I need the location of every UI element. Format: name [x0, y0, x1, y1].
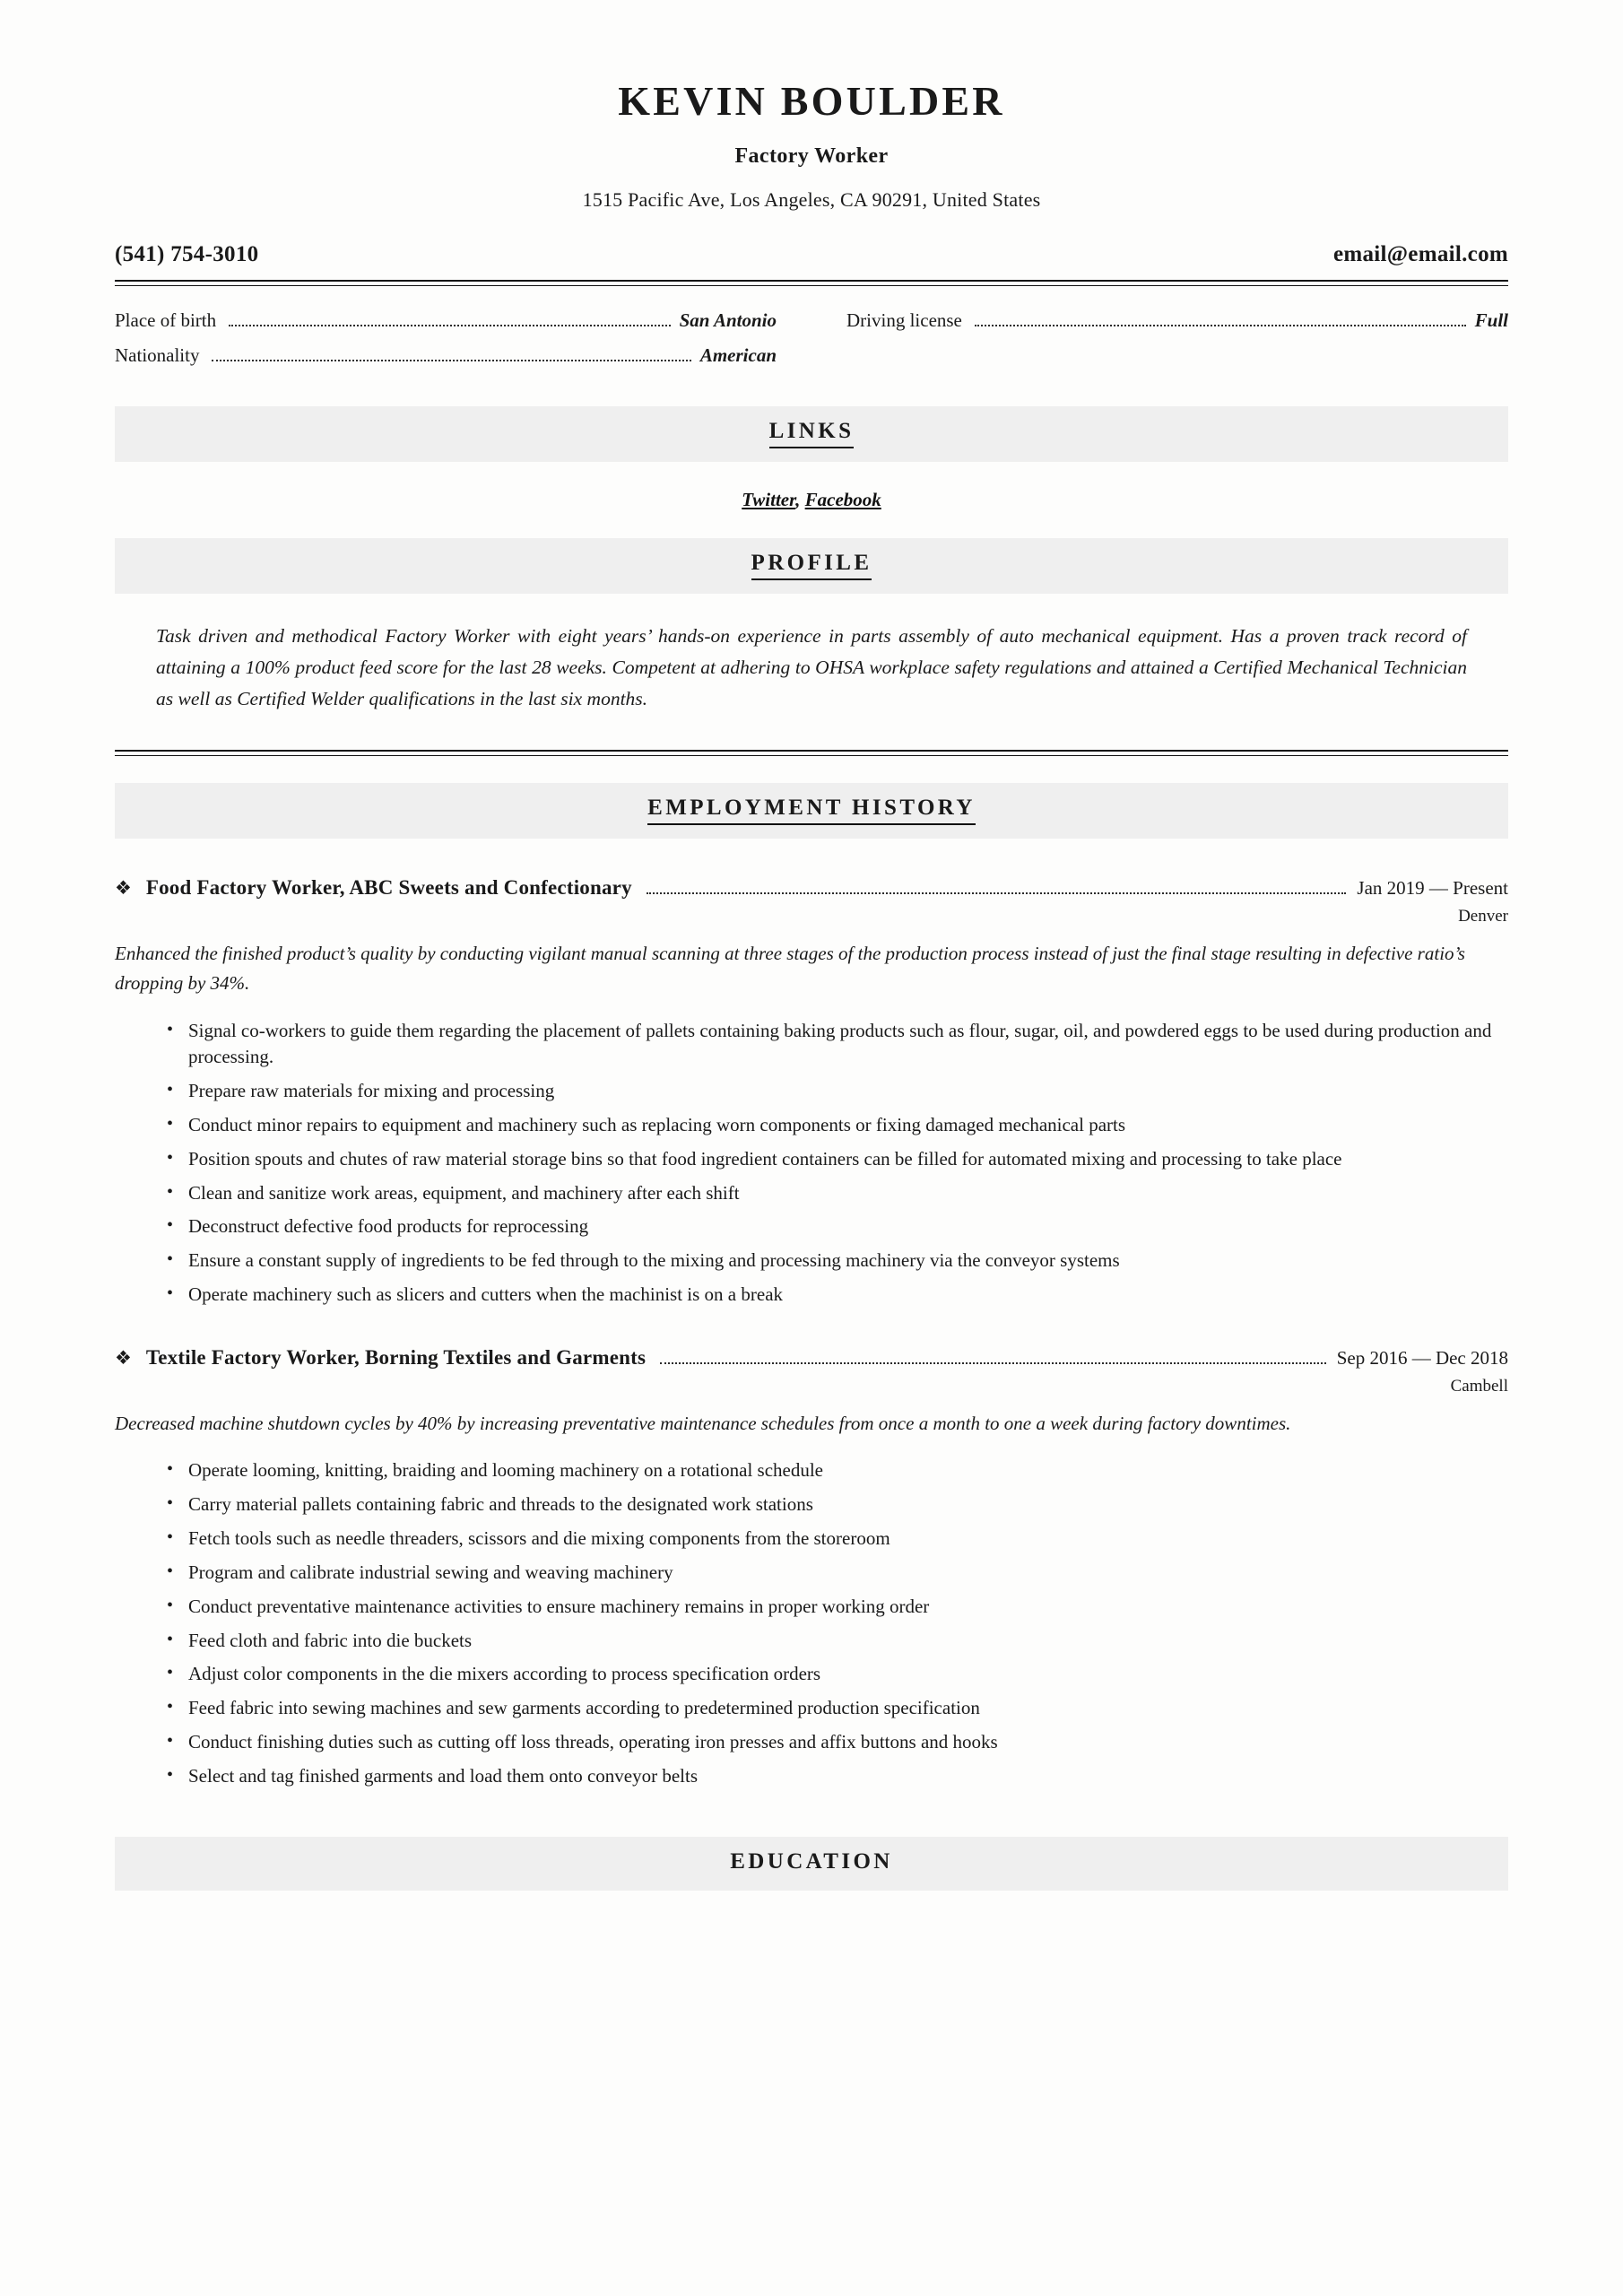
list-item: • Conduct finishing duties such as cutting off loss threads, operating iron presses and affix buttons and hooks — [167, 1729, 1508, 1756]
list-item: • Ensure a constant supply of ingredients to be fed through to the mixing and processing machinery via the conveyor systems — [167, 1248, 1508, 1274]
address-line: 1515 Pacific Ave, Los Angeles, CA 90291, United States — [582, 188, 1041, 211]
list-item: • Fetch tools such as needle threaders, scissors and die mixing components from the storeroom — [167, 1526, 1508, 1552]
detail-label: Place of birth — [115, 309, 217, 331]
employment-entry — [115, 1346, 1508, 1790]
employment-summary: Enhanced the finished product’s quality by conducting vigilant manual scanning at three stages of the production process instead of just the final stage resulting in defective ratio’s dropping by 34%. — [115, 943, 1465, 995]
list-item: • Clean and sanitize work areas, equipment, and machinery after each shift — [167, 1180, 1508, 1207]
section-header-links — [115, 406, 1508, 462]
personal-details — [115, 309, 1508, 379]
section-title: EMPLOYMENT HISTORY — [647, 796, 976, 825]
dotted-leader — [212, 359, 690, 361]
detail-label: Nationality — [115, 344, 200, 366]
list-item: • Operate looming, knitting, braiding and looming machinery on a rotational schedule — [167, 1457, 1508, 1484]
link-twitter[interactable]: Twitter — [742, 489, 796, 510]
section-title: LINKS — [769, 419, 855, 448]
profile-divider — [115, 750, 1508, 756]
flower-bullet-icon: ❖ — [115, 1346, 132, 1369]
list-item: • Operate machinery such as slicers and cutters when the machinist is on a break — [167, 1282, 1508, 1309]
list-item: • Signal co-workers to guide them regarding the placement of pallets containing baking products such as flour, sugar, oil, and powdered eggs to be used during production and processing. — [167, 1018, 1508, 1072]
list-item: • Conduct preventative maintenance activities to ensure machinery remains in proper working order — [167, 1594, 1508, 1621]
phone-number[interactable]: (541) 754-3010 — [115, 242, 259, 266]
list-item: • Program and calibrate industrial sewing and weaving machinery — [167, 1560, 1508, 1587]
links-list — [115, 489, 1508, 511]
list-item: • Conduct minor repairs to equipment and machinery such as replacing worn components or fixing damaged mechanical parts — [167, 1112, 1508, 1139]
detail-row-nationality — [115, 344, 777, 368]
detail-value: San Antonio — [679, 309, 777, 331]
list-item: • Position spouts and chutes of raw material storage bins so that food ingredient containers can be filled for automated mixing and processing to take place — [167, 1146, 1508, 1173]
employment-duties-list — [115, 1018, 1508, 1309]
page-bottom-spacer — [115, 1891, 1508, 1944]
list-item: • Select and tag finished garments and load them onto conveyor belts — [167, 1763, 1508, 1790]
link-facebook[interactable]: Facebook — [804, 489, 881, 510]
detail-value: Full — [1474, 309, 1508, 331]
dotted-leader — [229, 324, 670, 326]
dotted-leader — [975, 324, 1466, 326]
job-title: Factory Worker — [734, 144, 889, 168]
employment-title: Food Factory Worker, ABC Sweets and Confectionary — [145, 876, 632, 900]
detail-row-place-of-birth — [115, 309, 777, 333]
dotted-leader — [647, 891, 1347, 894]
personal-details-right-column — [846, 309, 1508, 379]
section-title: PROFILE — [751, 551, 872, 580]
detail-row-driving-license — [846, 309, 1508, 333]
dotted-leader — [660, 1361, 1326, 1364]
header-divider — [115, 280, 1508, 286]
section-title: EDUCATION — [730, 1848, 893, 1874]
list-item: • Feed fabric into sewing machines and sew garments according to predetermined production specification — [167, 1695, 1508, 1722]
employment-entry-header — [115, 876, 1508, 901]
profile-text: Task driven and methodical Factory Worker with eight years’ hands-on experience in parts assembly of auto mechanical equipment. Has a proven track record of attaining a 100% product feed score for the last 28 weeks. Competent at adhering to OHSA workplace safety regulations and attained a Certified Mechanical Technician as well as Certified Welder qualifications in the last six months. — [156, 625, 1467, 709]
employment-location: Denver — [1458, 907, 1508, 926]
employment-entry-header — [115, 1346, 1508, 1371]
employment-title: Textile Factory Worker, Borning Textiles and Garments — [145, 1345, 647, 1369]
detail-value: American — [699, 344, 777, 366]
employment-dates: Jan 2019 — Present — [1357, 877, 1508, 900]
list-item: • Carry material pallets containing fabric and threads to the designated work stations — [167, 1492, 1508, 1518]
list-item: • Feed cloth and fabric into die buckets — [167, 1628, 1508, 1655]
page-title: KEVIN BOULDER — [618, 78, 1005, 124]
section-header-education — [115, 1837, 1508, 1891]
personal-details-left-column — [115, 309, 777, 379]
list-item: • Adjust color components in the die mixers according to process specification orders — [167, 1661, 1508, 1688]
list-item: • Deconstruct defective food products for reprocessing — [167, 1213, 1508, 1240]
detail-label: Driving license — [846, 309, 962, 331]
resume-header — [115, 77, 1508, 286]
list-item: • Prepare raw materials for mixing and processing — [167, 1078, 1508, 1105]
employment-summary: Decreased machine shutdown cycles by 40% by increasing preventative maintenance schedules from once a month to one a week during factory downtimes. — [115, 1412, 1291, 1434]
employment-entry — [115, 876, 1508, 1308]
employment-duties-list — [115, 1457, 1508, 1789]
email-address[interactable]: email@email.com — [1332, 242, 1508, 266]
section-header-employment-history — [115, 783, 1508, 839]
employment-dates: Sep 2016 — Dec 2018 — [1336, 1346, 1508, 1369]
employment-location: Cambell — [1450, 1376, 1508, 1396]
flower-bullet-icon: ❖ — [115, 877, 132, 900]
section-header-profile — [115, 538, 1508, 594]
contact-row — [115, 242, 1508, 267]
links-separator: , — [795, 489, 805, 510]
